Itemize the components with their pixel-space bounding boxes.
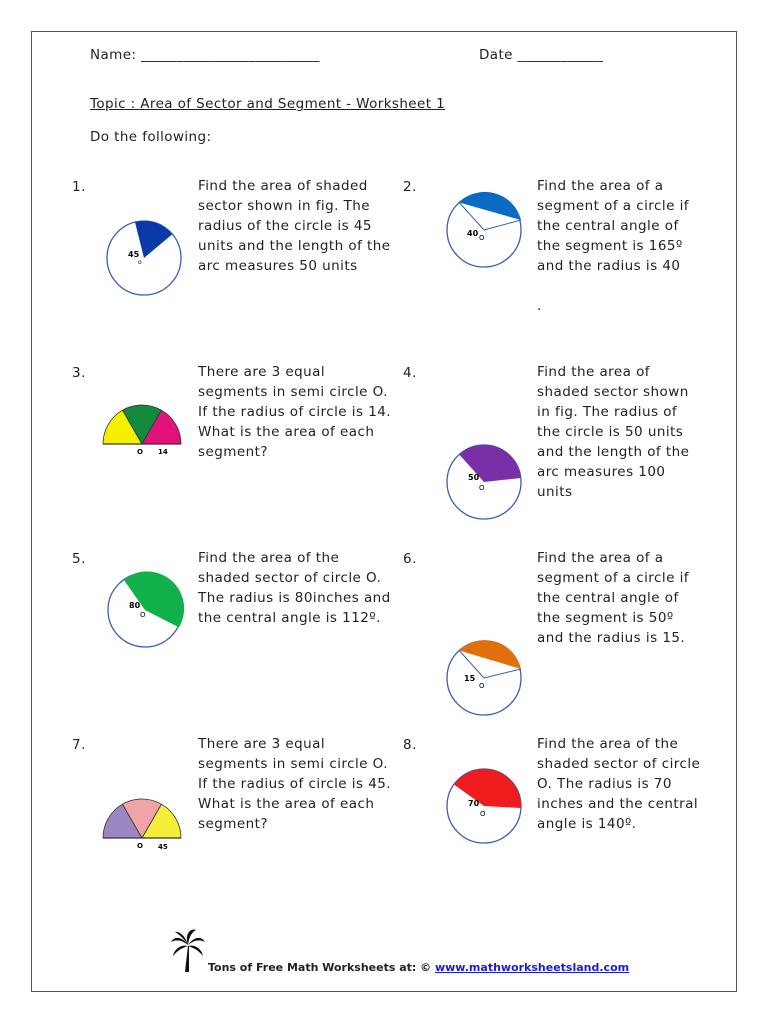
question-1-text: Find the area of shaded sector shown in fig. The radius of the circle is 45 units and the length of the arc measures 50 units bbox=[198, 178, 391, 274]
center-label: O bbox=[479, 682, 485, 690]
question-2-text: Find the area of a segment of a circle if the central angle of the segment is 165º and the radius is 40 . bbox=[537, 178, 689, 314]
radius-label: 45 bbox=[158, 843, 168, 851]
center-label: O bbox=[140, 611, 146, 619]
date-field-label: Date ____________ bbox=[479, 47, 604, 63]
radius-label: 15 bbox=[464, 674, 476, 683]
question-3-text: There are 3 equal segments in semi circle O. If the radius of circle is 14. What is the area of each segment? bbox=[198, 364, 392, 460]
radius-label: 45 bbox=[128, 250, 140, 259]
radius-label: 40 bbox=[467, 229, 479, 238]
instructions: Do the following: bbox=[90, 129, 212, 145]
center-label: o bbox=[138, 259, 142, 266]
question-7-number: 7. bbox=[72, 737, 86, 753]
radius-label: 70 bbox=[468, 799, 480, 808]
footer-link[interactable]: www.mathworksheetsland.com bbox=[434, 961, 630, 974]
center-label: O bbox=[137, 448, 143, 456]
question-4-number: 4. bbox=[403, 365, 417, 381]
question-5-figure bbox=[105, 570, 185, 650]
question-1-number: 1. bbox=[72, 179, 86, 195]
name-field-label: Name: _________________________ bbox=[90, 47, 320, 63]
question-8-figure bbox=[444, 766, 524, 846]
question-4-figure bbox=[444, 442, 524, 522]
center-label: O bbox=[479, 234, 485, 242]
question-2-figure bbox=[444, 190, 524, 270]
radius-label: 50 bbox=[468, 473, 480, 482]
radius-label: 80 bbox=[129, 601, 141, 610]
center-label: O bbox=[479, 484, 485, 492]
question-1-figure bbox=[104, 218, 184, 298]
question-7-figure bbox=[100, 794, 190, 854]
question-8-text: Find the area of the shaded sector of circle O. The radius is 70 inches and the central angle is 140º. bbox=[537, 736, 701, 832]
question-6-number: 6. bbox=[403, 551, 417, 567]
question-2-number: 2. bbox=[403, 179, 417, 195]
footer-text: Tons of Free Math Worksheets at: © bbox=[208, 961, 435, 974]
radius-label: 14 bbox=[158, 448, 168, 456]
center-label: O bbox=[137, 842, 143, 850]
worksheet-topic: Topic : Area of Sector and Segment - Worksheet 1 bbox=[90, 96, 446, 112]
question-8-number: 8. bbox=[403, 737, 417, 753]
center-label: O bbox=[480, 810, 486, 818]
question-7-text: There are 3 equal segments in semi circle O. If the radius of circle is 45. What is the area of each segment? bbox=[198, 736, 392, 832]
question-5-number: 5. bbox=[72, 551, 86, 567]
question-4-text: Find the area of shaded sector shown in fig. The radius of the circle is 50 units and the length of the arc measures 100 units bbox=[537, 364, 690, 500]
palm-tree-icon bbox=[170, 928, 206, 974]
question-6-text: Find the area of a segment of a circle if the central angle of the segment is 50º and the radius is 15. bbox=[537, 550, 689, 646]
question-6-figure bbox=[444, 638, 524, 718]
question-3-figure bbox=[100, 400, 190, 460]
question-3-number: 3. bbox=[72, 365, 86, 381]
question-5-text: Find the area of the shaded sector of circle O. The radius is 80inches and the central angle is 112º. bbox=[198, 550, 391, 626]
footer bbox=[208, 961, 629, 974]
